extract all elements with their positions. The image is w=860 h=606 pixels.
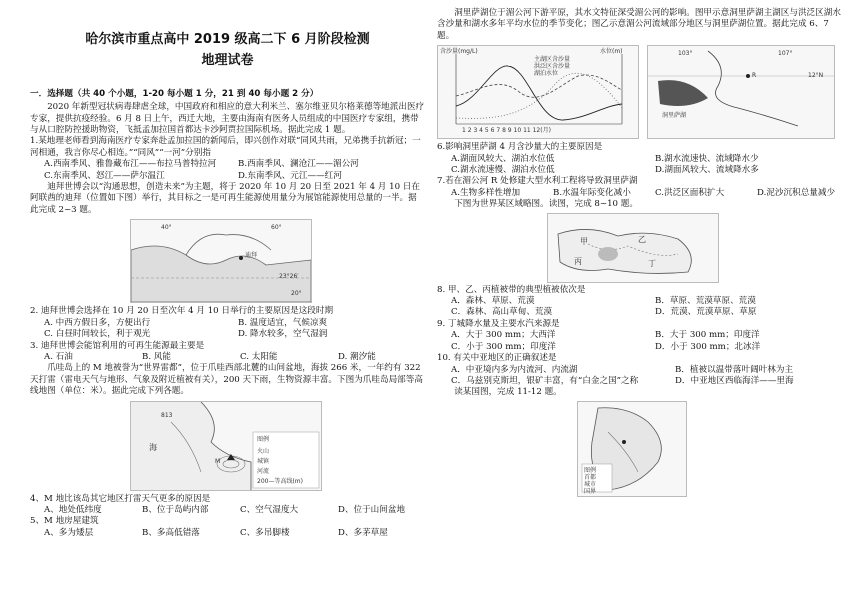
question-2-options [30, 318, 425, 341]
question-8-options [437, 296, 847, 319]
m-point-label: M [215, 457, 221, 465]
chart-ylabel2: 水位(m) [600, 48, 623, 56]
region-label: 甲 [580, 236, 588, 246]
option: B．植被以温带落叶阔叶林为主 [675, 364, 794, 375]
question-10: 10. 有关中亚地区的正确叙述是 [437, 353, 557, 364]
legend-title: 图例 [584, 466, 597, 474]
dubai-map [130, 219, 312, 303]
option: A、多为矮层 [44, 527, 94, 538]
elevation-label: 813 [161, 411, 173, 419]
option: D.东南季风、元江——红河 [238, 170, 342, 181]
left-column [30, 0, 425, 539]
question-6-options [437, 154, 847, 177]
option: D. 潮汐能 [338, 351, 376, 362]
option: A．森林、草原、荒漠 [451, 296, 535, 307]
question-4-options [30, 505, 425, 516]
option: B、多高低错落 [142, 527, 200, 538]
chart-legend: 湖泊水位 [534, 70, 559, 78]
question-7: 7.若在湄公河 R 处修建大型水利工程将导致洞里萨湖 [437, 176, 638, 187]
mekong-map [647, 45, 835, 139]
region-label: 丁 [648, 258, 656, 268]
lon-label: 60° [271, 224, 282, 232]
right-column [437, 0, 847, 497]
option: C．森林、高山草甸、荒漠 [451, 307, 553, 318]
lon-label: 103° [678, 50, 693, 58]
question-9: 9. 丁城降水量及主要水汽来源是 [437, 318, 560, 329]
question-9-options [437, 330, 847, 353]
option: A．中亚境内多为内流河、内流湖 [451, 364, 578, 375]
region-label: 丙 [574, 256, 582, 266]
lat-label: 20° [291, 290, 302, 298]
option: B.西南季风、澜沧江——湄公河 [238, 159, 359, 170]
option: A. 中西方假日多，方便出行 [44, 317, 151, 328]
question-5-options [30, 528, 425, 539]
option: D、位于山间盆地 [338, 504, 406, 515]
lon-label: 40° [161, 224, 172, 232]
chart-xlabel: 1 2 3 4 5 6 7 8 9 10 11 12(月) [462, 127, 551, 135]
legend-item: 国界 [584, 487, 597, 495]
passage-5: 下图为世界某区域略图。读图，完成 8~10 题。 [454, 199, 638, 210]
option: A、地处低纬度 [44, 504, 102, 515]
passage-2: 迪拜世博会以“沟通思想，创造未来”为主题，将于 2020 年 10 月 20 日至 2021 年 4 月 10 日在阿联酋的迪拜（位置如下图）举行，其目标之一是可再生能源使用量分为展馆能源使用总量的一半。据此完成 2~3 题。 [30, 182, 420, 215]
option: B．草原、荒漠草原、荒漠 [655, 296, 756, 307]
option: C、多吊脚楼 [240, 527, 290, 538]
option: A.西南季风、雅鲁藏布江——布拉马普特拉河 [44, 159, 217, 170]
lake-label: 洞里萨湖 [662, 112, 687, 120]
region-label: 乙 [638, 234, 646, 244]
option: D．中亚地区西临海洋——里海 [675, 375, 794, 386]
chart-legend: 主湖区含沙量 [534, 56, 571, 64]
legend-item: 200—等高线(m) [257, 477, 303, 485]
central-asia-map [547, 213, 719, 283]
option: C.湖水流速慢、湖泊水位低 [451, 165, 555, 176]
option: B.水温年际变化减小 [553, 187, 631, 198]
question-3: 3. 迪拜世博会能馆利用的可再生能源最主要是 [30, 340, 205, 351]
exam-subtitle: 地理试卷 [201, 53, 254, 69]
r-label: R [752, 72, 757, 80]
question-2: 2. 迪拜世博会选择在 10 月 20 日至次年 4 月 10 日举行的主要原因是这段时期 [30, 306, 334, 317]
passage-6: 读某国图，完成 11-12 题。 [454, 387, 562, 398]
chart-legend: 洪泛区含沙量 [534, 63, 571, 71]
lat-label: 23°26′ [279, 273, 299, 281]
country-map [577, 401, 687, 497]
central-asia-map-drawing [548, 214, 718, 282]
dubai-map-drawing [131, 220, 311, 302]
option: D. 降水较多，空气湿润 [238, 329, 328, 340]
legend-item: 首都 [584, 473, 597, 481]
sediment-chart [437, 45, 639, 139]
mekong-map-drawing [648, 46, 834, 138]
option: C．乌兹别克斯坦，银矿丰富，有“白金之国”之称 [451, 375, 639, 386]
option: D．小于 300 mm；北冰洋 [655, 341, 761, 352]
passage-1: 2020 年新型冠状病毒肆虐全球，中国政府和相应的意大利米兰、塞尔维亚贝尔格莱德等地派出医疗专家，提供抗疫经验。6 月 8 日上午，西迁大地，主要由海南有医务人员组成的中国医疗专家组，携带与从口腔防控援助物资，飞抵孟加拉国首都达卡沙阿贾拉国际机场。据此完成 1 题。 [30, 102, 425, 136]
java-map [130, 401, 322, 491]
option: A. 石油 [44, 351, 73, 362]
question-10-options [437, 365, 847, 388]
question-7-options [437, 188, 847, 199]
question-6: 6.影响洞里萨湖 4 月含沙量大的主要原因是 [437, 142, 603, 153]
legend-item: 城市 [584, 480, 597, 488]
lon-label: 107° [778, 50, 793, 58]
place-label: 迪拜 [245, 252, 258, 260]
option: D．荒漠、荒漠草原、草原 [655, 307, 757, 318]
legend-item: 河流 [257, 467, 270, 475]
exam-title: 哈尔滨市重点高中 2019 级高二下 6 月阶段检测 [85, 32, 370, 47]
legend-item: 城镇 [257, 457, 270, 465]
option: B、位于岛屿内部 [142, 504, 209, 515]
question-8: 8. 甲、乙、丙植被带的典型植被依次是 [437, 284, 586, 295]
passage-4: 洞里萨湖位于湄公河下游平原，其水文特征深受湄公河的影响。图甲示意洞里萨湖主湖区与洪泛区湖水含沙量和湖水多年平均水位的季节变化；图乙示意湄公河流域部分地区与洞里萨湖位置。据此完成 6、7 题。 [437, 8, 841, 41]
question-5: 5、M 地房屋建筑 [30, 516, 99, 527]
option: D.湖面风较大、流域降水多 [655, 165, 759, 176]
option: B．大于 300 mm；印度洋 [655, 330, 760, 341]
option: D、多茅草屋 [338, 527, 388, 538]
option: B. 风能 [142, 351, 171, 362]
option: C、空气湿度大 [240, 504, 299, 515]
legend-item: 火山 [257, 447, 270, 455]
chart-ylabel: 含沙量(mg/L) [440, 48, 478, 56]
option: C. 太阳能 [240, 351, 278, 362]
option: B.湖水流速快、流域降水少 [655, 153, 759, 164]
passage-3: 爪哇岛上的 M 地被誉为“世界雷都”，位于爪哇西部北麓的山间盆地，海拔 266 米，一年约有 322 天打雷（雷电天气与地形、气象及附近植被有关），200 天下雨，生物资源丰富。下图为爪哇岛局部等高线地图（单位：米）。据此完成下列各题。 [30, 363, 423, 397]
figure-row [437, 45, 847, 139]
option: A.生物多样性增加 [451, 187, 521, 198]
option: D.泥沙沉积总量减少 [757, 187, 836, 198]
option: A.湖面风较大、湖泊水位低 [451, 153, 555, 164]
legend-title: 图例 [257, 435, 270, 443]
sea-label: 海 [149, 442, 157, 452]
option: A．大于 300 mm；大西洋 [451, 330, 556, 341]
question-4: 4、M 地比该岛其它地区打雷天气更多的原因是 [30, 493, 211, 504]
question-3-options [30, 352, 425, 363]
lat-label: 12°N [808, 72, 824, 80]
option: C.洪泛区面积扩大 [655, 187, 725, 198]
option: C．小于 300 mm；印度洋 [451, 341, 556, 352]
question-1: 1.某地理老师看到海南医疗专家奔赴孟加拉国的新闻后，即兴创作对联“同风共雨，兄弟携手抗新冠；一河相通，我言你尽心相连。”“同风”“一河”分别指 [30, 136, 421, 158]
option: B. 温度适宜，气候凉爽 [238, 317, 328, 328]
option: C.东南季风、怒江——萨尔温江 [44, 170, 165, 181]
option: C. 白昼时间较长，利于观光 [44, 329, 151, 340]
question-1-options [30, 159, 425, 182]
section-heading: 一．选择题（共 40 个小题，1-20 每小题 1 分，21 到 40 每小题 2 分） [30, 88, 319, 99]
